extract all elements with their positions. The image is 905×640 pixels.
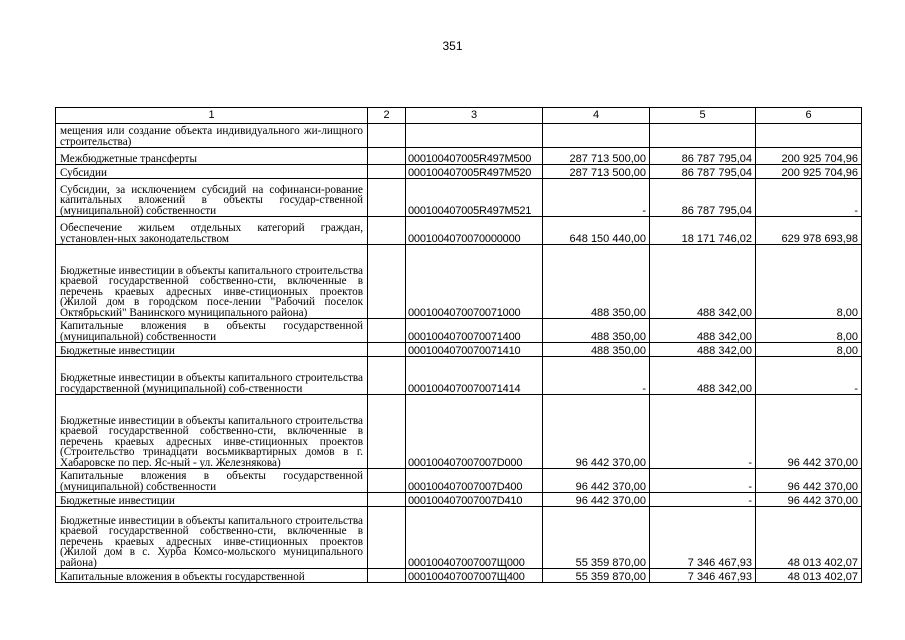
row-value-col6 <box>756 124 862 148</box>
row-value-col6: 48 013 402,07 <box>756 569 862 583</box>
row-value-col6: 200 925 704,96 <box>756 148 862 165</box>
table-row <box>56 148 862 165</box>
row-code: 000100407005R497M520 <box>406 165 543 179</box>
row-value-col5: - <box>650 469 756 493</box>
table-row <box>56 179 862 217</box>
row-code: 000100407007007D400 <box>406 469 543 493</box>
row-description: Межбюджетные трансферты <box>56 148 368 165</box>
row-value-col6: 629 978 693,98 <box>756 217 862 245</box>
table-row <box>56 217 862 245</box>
row-col2 <box>368 357 406 395</box>
row-code: 000100407007007D000 <box>406 395 543 469</box>
row-description: Обеспечение жильем отдельных категорий граждан, установлен-ных законодательством <box>56 217 368 245</box>
row-col2 <box>368 217 406 245</box>
row-description: мещения или создание объекта индивидуального жи-лищного строительства) <box>56 124 368 148</box>
column-header: 2 <box>368 108 406 124</box>
row-value-col6: 96 442 370,00 <box>756 493 862 507</box>
row-value-col5: 7 346 467,93 <box>650 569 756 583</box>
row-value-col4: 648 150 440,00 <box>543 217 650 245</box>
row-value-col6: 8,00 <box>756 245 862 319</box>
row-code: 000100407007007Щ000 <box>406 507 543 569</box>
row-col2 <box>368 395 406 469</box>
row-value-col5: 488 342,00 <box>650 319 756 343</box>
row-description: Бюджетные инвестиции в объекты капитального строительства краевой государственной собственно-сти, включенные в перечень краевых адресных инве-стиционных проектов (Строительство тринадцати восьмиквартирных домов в г. Хабаровске по пер. Яс-ный - ул. Железнякова) <box>56 395 368 469</box>
row-value-col5: 488 342,00 <box>650 357 756 395</box>
table-row <box>56 124 862 148</box>
row-value-col4: 287 713 500,00 <box>543 148 650 165</box>
row-col2 <box>368 319 406 343</box>
row-code: 000100407007007Щ400 <box>406 569 543 583</box>
row-value-col4: 488 350,00 <box>543 245 650 319</box>
row-value-col4: 488 350,00 <box>543 343 650 357</box>
row-value-col5: 86 787 795,04 <box>650 165 756 179</box>
row-col2 <box>368 165 406 179</box>
row-col2 <box>368 493 406 507</box>
row-col2 <box>368 343 406 357</box>
table-row <box>56 245 862 319</box>
row-code: 000100407005R497M500 <box>406 148 543 165</box>
row-code <box>406 124 543 148</box>
table-row <box>56 395 862 469</box>
row-value-col5: - <box>650 493 756 507</box>
budget-table <box>55 107 862 583</box>
row-value-col6: 200 925 704,96 <box>756 165 862 179</box>
table-row <box>56 319 862 343</box>
row-description: Капитальные вложения в объекты государственной (муниципальной) собственности <box>56 469 368 493</box>
row-description: Бюджетные инвестиции <box>56 493 368 507</box>
row-description: Бюджетные инвестиции <box>56 343 368 357</box>
row-code: 0001004070070071000 <box>406 245 543 319</box>
column-header: 1 <box>56 108 368 124</box>
page-number: 351 <box>442 39 463 53</box>
row-value-col6: 48 013 402,07 <box>756 507 862 569</box>
row-description: Бюджетные инвестиции в объекты капитального строительства государственной (муниципальной) соб-ственности <box>56 357 368 395</box>
row-col2 <box>368 148 406 165</box>
row-value-col4 <box>543 124 650 148</box>
table-row <box>56 507 862 569</box>
row-value-col6: 8,00 <box>756 343 862 357</box>
row-code: 0001004070070071414 <box>406 357 543 395</box>
column-header: 3 <box>406 108 543 124</box>
row-value-col4: - <box>543 357 650 395</box>
row-value-col4: 96 442 370,00 <box>543 395 650 469</box>
row-col2 <box>368 245 406 319</box>
row-code: 000100407007007D410 <box>406 493 543 507</box>
row-value-col6: 96 442 370,00 <box>756 395 862 469</box>
table-header-row <box>56 108 862 124</box>
row-col2 <box>368 469 406 493</box>
table-row <box>56 343 862 357</box>
row-value-col5: 488 342,00 <box>650 245 756 319</box>
row-value-col5: 18 171 746,02 <box>650 217 756 245</box>
row-value-col4: 488 350,00 <box>543 319 650 343</box>
row-description: Субсидии, за исключением субсидий на софинанси-рование капитальных вложений в объекты государ-ственной (муниципальной) собственности <box>56 179 368 217</box>
column-header: 4 <box>543 108 650 124</box>
row-value-col5 <box>650 124 756 148</box>
table-row <box>56 469 862 493</box>
table-row <box>56 493 862 507</box>
row-description: Капитальные вложения в объекты государственной <box>56 569 368 583</box>
row-code: 0001004070070000000 <box>406 217 543 245</box>
row-value-col5: 488 342,00 <box>650 343 756 357</box>
row-col2 <box>368 569 406 583</box>
column-header: 6 <box>756 108 862 124</box>
row-value-col4: 96 442 370,00 <box>543 493 650 507</box>
table-row <box>56 569 862 583</box>
row-value-col5: 7 346 467,93 <box>650 507 756 569</box>
row-col2 <box>368 124 406 148</box>
table-row <box>56 165 862 179</box>
row-value-col5: - <box>650 395 756 469</box>
row-description: Субсидии <box>56 165 368 179</box>
row-description: Капитальные вложения в объекты государственной (муниципальной) собственности <box>56 319 368 343</box>
row-description: Бюджетные инвестиции в объекты капитального строительства краевой государственной собственно-сти, включенные в перечень краевых адресных инве-стиционных проектов (Жилой дом в с. Хурба Комсо-мольского муниципального района) <box>56 507 368 569</box>
row-col2 <box>368 179 406 217</box>
row-code: 0001004070070071410 <box>406 343 543 357</box>
row-value-col4: 55 359 870,00 <box>543 507 650 569</box>
row-value-col4: 287 713 500,00 <box>543 165 650 179</box>
row-value-col6: - <box>756 357 862 395</box>
row-value-col5: 86 787 795,04 <box>650 148 756 165</box>
row-value-col6: - <box>756 179 862 217</box>
row-value-col6: 96 442 370,00 <box>756 469 862 493</box>
row-value-col4: - <box>543 179 650 217</box>
row-description: Бюджетные инвестиции в объекты капитального строительства краевой государственной собственно-сти, включенные в перечень краевых адресных инве-стиционных проектов (Жилой дом в городском посе-лении "Рабочий поселок Октябрьский" Ванинского муниципального района) <box>56 245 368 319</box>
column-header: 5 <box>650 108 756 124</box>
row-value-col6: 8,00 <box>756 319 862 343</box>
row-col2 <box>368 507 406 569</box>
row-value-col4: 55 359 870,00 <box>543 569 650 583</box>
row-code: 0001004070070071400 <box>406 319 543 343</box>
row-code: 000100407005R497M521 <box>406 179 543 217</box>
row-value-col4: 96 442 370,00 <box>543 469 650 493</box>
row-value-col5: 86 787 795,04 <box>650 179 756 217</box>
table-row <box>56 357 862 395</box>
